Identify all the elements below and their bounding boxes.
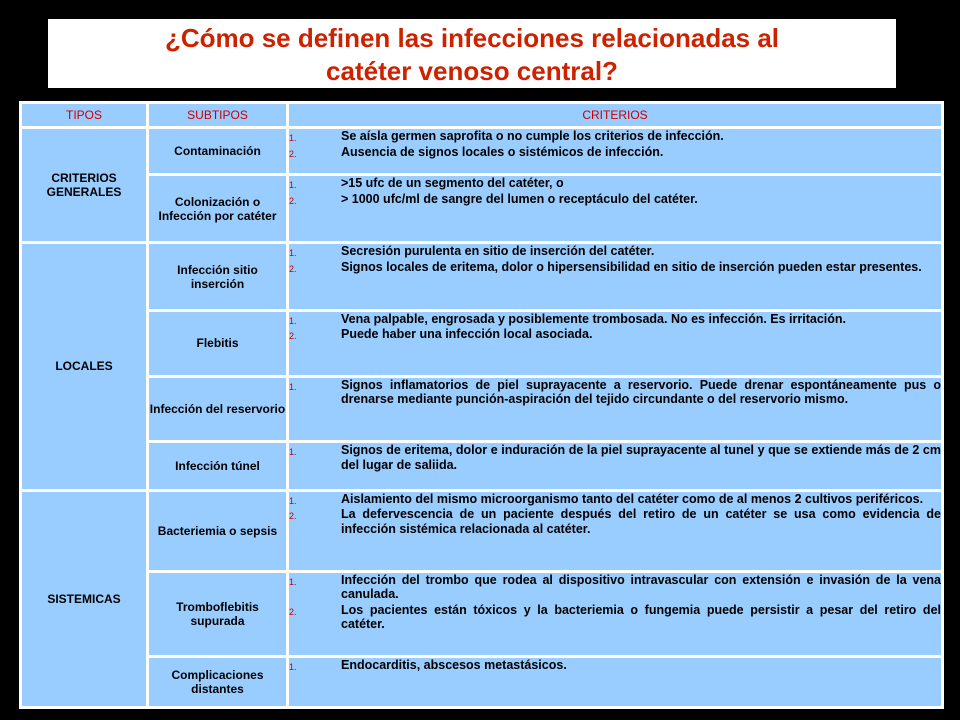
- criterio-text: Puede haber una infección local asociada.: [341, 327, 593, 342]
- criterio-number: 1.: [289, 447, 297, 458]
- criterio-item: [289, 192, 941, 207]
- subtipo-cell: Flebitis: [148, 310, 288, 376]
- subtipo-cell: Contaminación: [148, 128, 288, 175]
- criterio-number: 2.: [289, 606, 297, 617]
- criterio-number: 1.: [289, 180, 297, 191]
- criterio-text: Los pacientes están tóxicos y la bacteriemia o fungemia puede persistir a pesar del retiro del catéter.: [341, 602, 941, 632]
- criterios-cell: [288, 490, 943, 571]
- criterios-list: [289, 658, 941, 673]
- criterio-number: 2.: [289, 195, 297, 206]
- table-row: [21, 442, 943, 491]
- criterio-item: [289, 378, 941, 407]
- criterios-list: [289, 312, 941, 342]
- criterio-number: 2.: [289, 331, 297, 342]
- table-row: [21, 310, 943, 376]
- table-row: [21, 175, 943, 243]
- criterios-list: [289, 443, 941, 472]
- header-row: [21, 103, 943, 128]
- criterio-item: [289, 145, 941, 160]
- subtipo-cell: Colonización o Infección por catéter: [148, 175, 288, 243]
- table-row: [21, 128, 943, 175]
- subtipo-cell: Bacteriemia o sepsis: [148, 490, 288, 571]
- criterios-cell: [288, 243, 943, 311]
- criterio-text: Signos de eritema, dolor e induración de la piel suprayacente al tunel y que se extiende más de 2 cm del lugar de saliida.: [341, 443, 941, 472]
- criterios-cell: [288, 128, 943, 175]
- criterio-number: 1.: [289, 495, 297, 506]
- tipo-cell: LOCALES: [21, 243, 148, 491]
- criterio-item: [289, 129, 941, 144]
- table-row: [21, 376, 943, 442]
- criterios-list: [289, 176, 941, 206]
- criterios-cell: [288, 310, 943, 376]
- criterio-text: Signos inflamatorios de piel suprayacente a reservorio. Puede drenar espontáneamente pus o drenarse mediante punción-aspiración del tejido circundante o del reservorio mismo.: [341, 377, 941, 407]
- header-criterios: CRITERIOS: [288, 103, 943, 128]
- criterio-text: >15 ufc de un segmento del catéter, o: [341, 176, 564, 191]
- criterio-item: [289, 260, 941, 275]
- slide-title: [48, 19, 896, 88]
- criterio-item: [289, 507, 941, 536]
- criterio-number: 1.: [289, 248, 297, 259]
- subtipo-cell: Infección del reservorio: [148, 376, 288, 442]
- criterio-item: [289, 603, 941, 632]
- criterios-cell: [288, 442, 943, 491]
- subtipo-cell: Infección sitio inserción: [148, 243, 288, 311]
- criterio-item: [289, 492, 941, 507]
- criterio-text: Secresión purulenta en sitio de inserción del catéter.: [341, 244, 655, 259]
- criterios-list: [289, 378, 941, 407]
- criterio-text: Endocarditis, abscesos metastásicos.: [341, 658, 567, 673]
- criterio-number: 1.: [289, 662, 297, 673]
- criterio-text: Aislamiento del mismo microorganismo tanto del catéter como de al menos 2 cultivos periféricos.: [341, 491, 924, 506]
- tipo-cell: CRITERIOS GENERALES: [21, 128, 148, 243]
- criterio-text: Ausencia de signos locales o sistémicos de infección.: [341, 144, 664, 159]
- criterios-list: [289, 573, 941, 632]
- criterio-number: 1.: [289, 315, 297, 326]
- table-row: [21, 571, 943, 657]
- tipo-cell: SISTEMICAS: [21, 490, 148, 707]
- table-row: [21, 657, 943, 708]
- criterio-item: [289, 658, 941, 673]
- criterio-item: [289, 443, 941, 472]
- header-tipos: TIPOS: [21, 103, 148, 128]
- criterios-cell: [288, 571, 943, 657]
- criterio-number: 1.: [289, 133, 297, 143]
- subtipo-cell: Infección túnel: [148, 442, 288, 491]
- criterios-list: [289, 244, 941, 274]
- subtipo-cell: Tromboflebitis supurada: [148, 571, 288, 657]
- criterios-cell: [288, 657, 943, 708]
- table-row: [21, 243, 943, 311]
- criterios-cell: [288, 175, 943, 243]
- criterio-item: [289, 327, 941, 342]
- criterios-list: [289, 492, 941, 537]
- subtipo-cell: Complicaciones distantes: [148, 657, 288, 708]
- criterio-number: 1.: [289, 381, 297, 392]
- criterio-item: [289, 312, 941, 327]
- criterio-number: 1.: [289, 576, 297, 587]
- criterio-item: [289, 573, 941, 602]
- criterio-text: Se aísla germen saprofita o no cumple los criterios de infección.: [341, 129, 724, 143]
- criterio-text: Infección del trombo que rodea al dispositivo intravascular con extensión e invasión de la vena canulada.: [341, 572, 941, 602]
- title-line-2: catéter venoso central?: [326, 56, 618, 86]
- header-subtipos: SUBTIPOS: [148, 103, 288, 128]
- criterio-number: 2.: [289, 511, 297, 522]
- criterio-item: [289, 176, 941, 191]
- criterios-cell: [288, 376, 943, 442]
- title-line-1: ¿Cómo se definen las infecciones relacionadas al: [164, 23, 780, 53]
- criterio-number: 2.: [289, 263, 297, 274]
- criterio-number: 2.: [289, 148, 297, 159]
- criterio-text: La defervescencia de un paciente después del retiro de un catéter se usa como evidencia de infección sistémica relacionada al catéter.: [341, 507, 941, 536]
- table-row: [21, 490, 943, 571]
- criteria-table: [19, 101, 944, 709]
- criterio-item: [289, 244, 941, 259]
- criterio-text: Signos locales de eritema, dolor o hipersensibilidad en sitio de inserción pueden estar presentes.: [341, 259, 922, 274]
- criterio-text: > 1000 ufc/ml de sangre del lumen o receptáculo del catéter.: [341, 191, 698, 206]
- criterios-list: [289, 129, 941, 159]
- criterio-text: Vena palpable, engrosada y posiblemente trombosada. No es infección. Es irritación.: [341, 311, 847, 326]
